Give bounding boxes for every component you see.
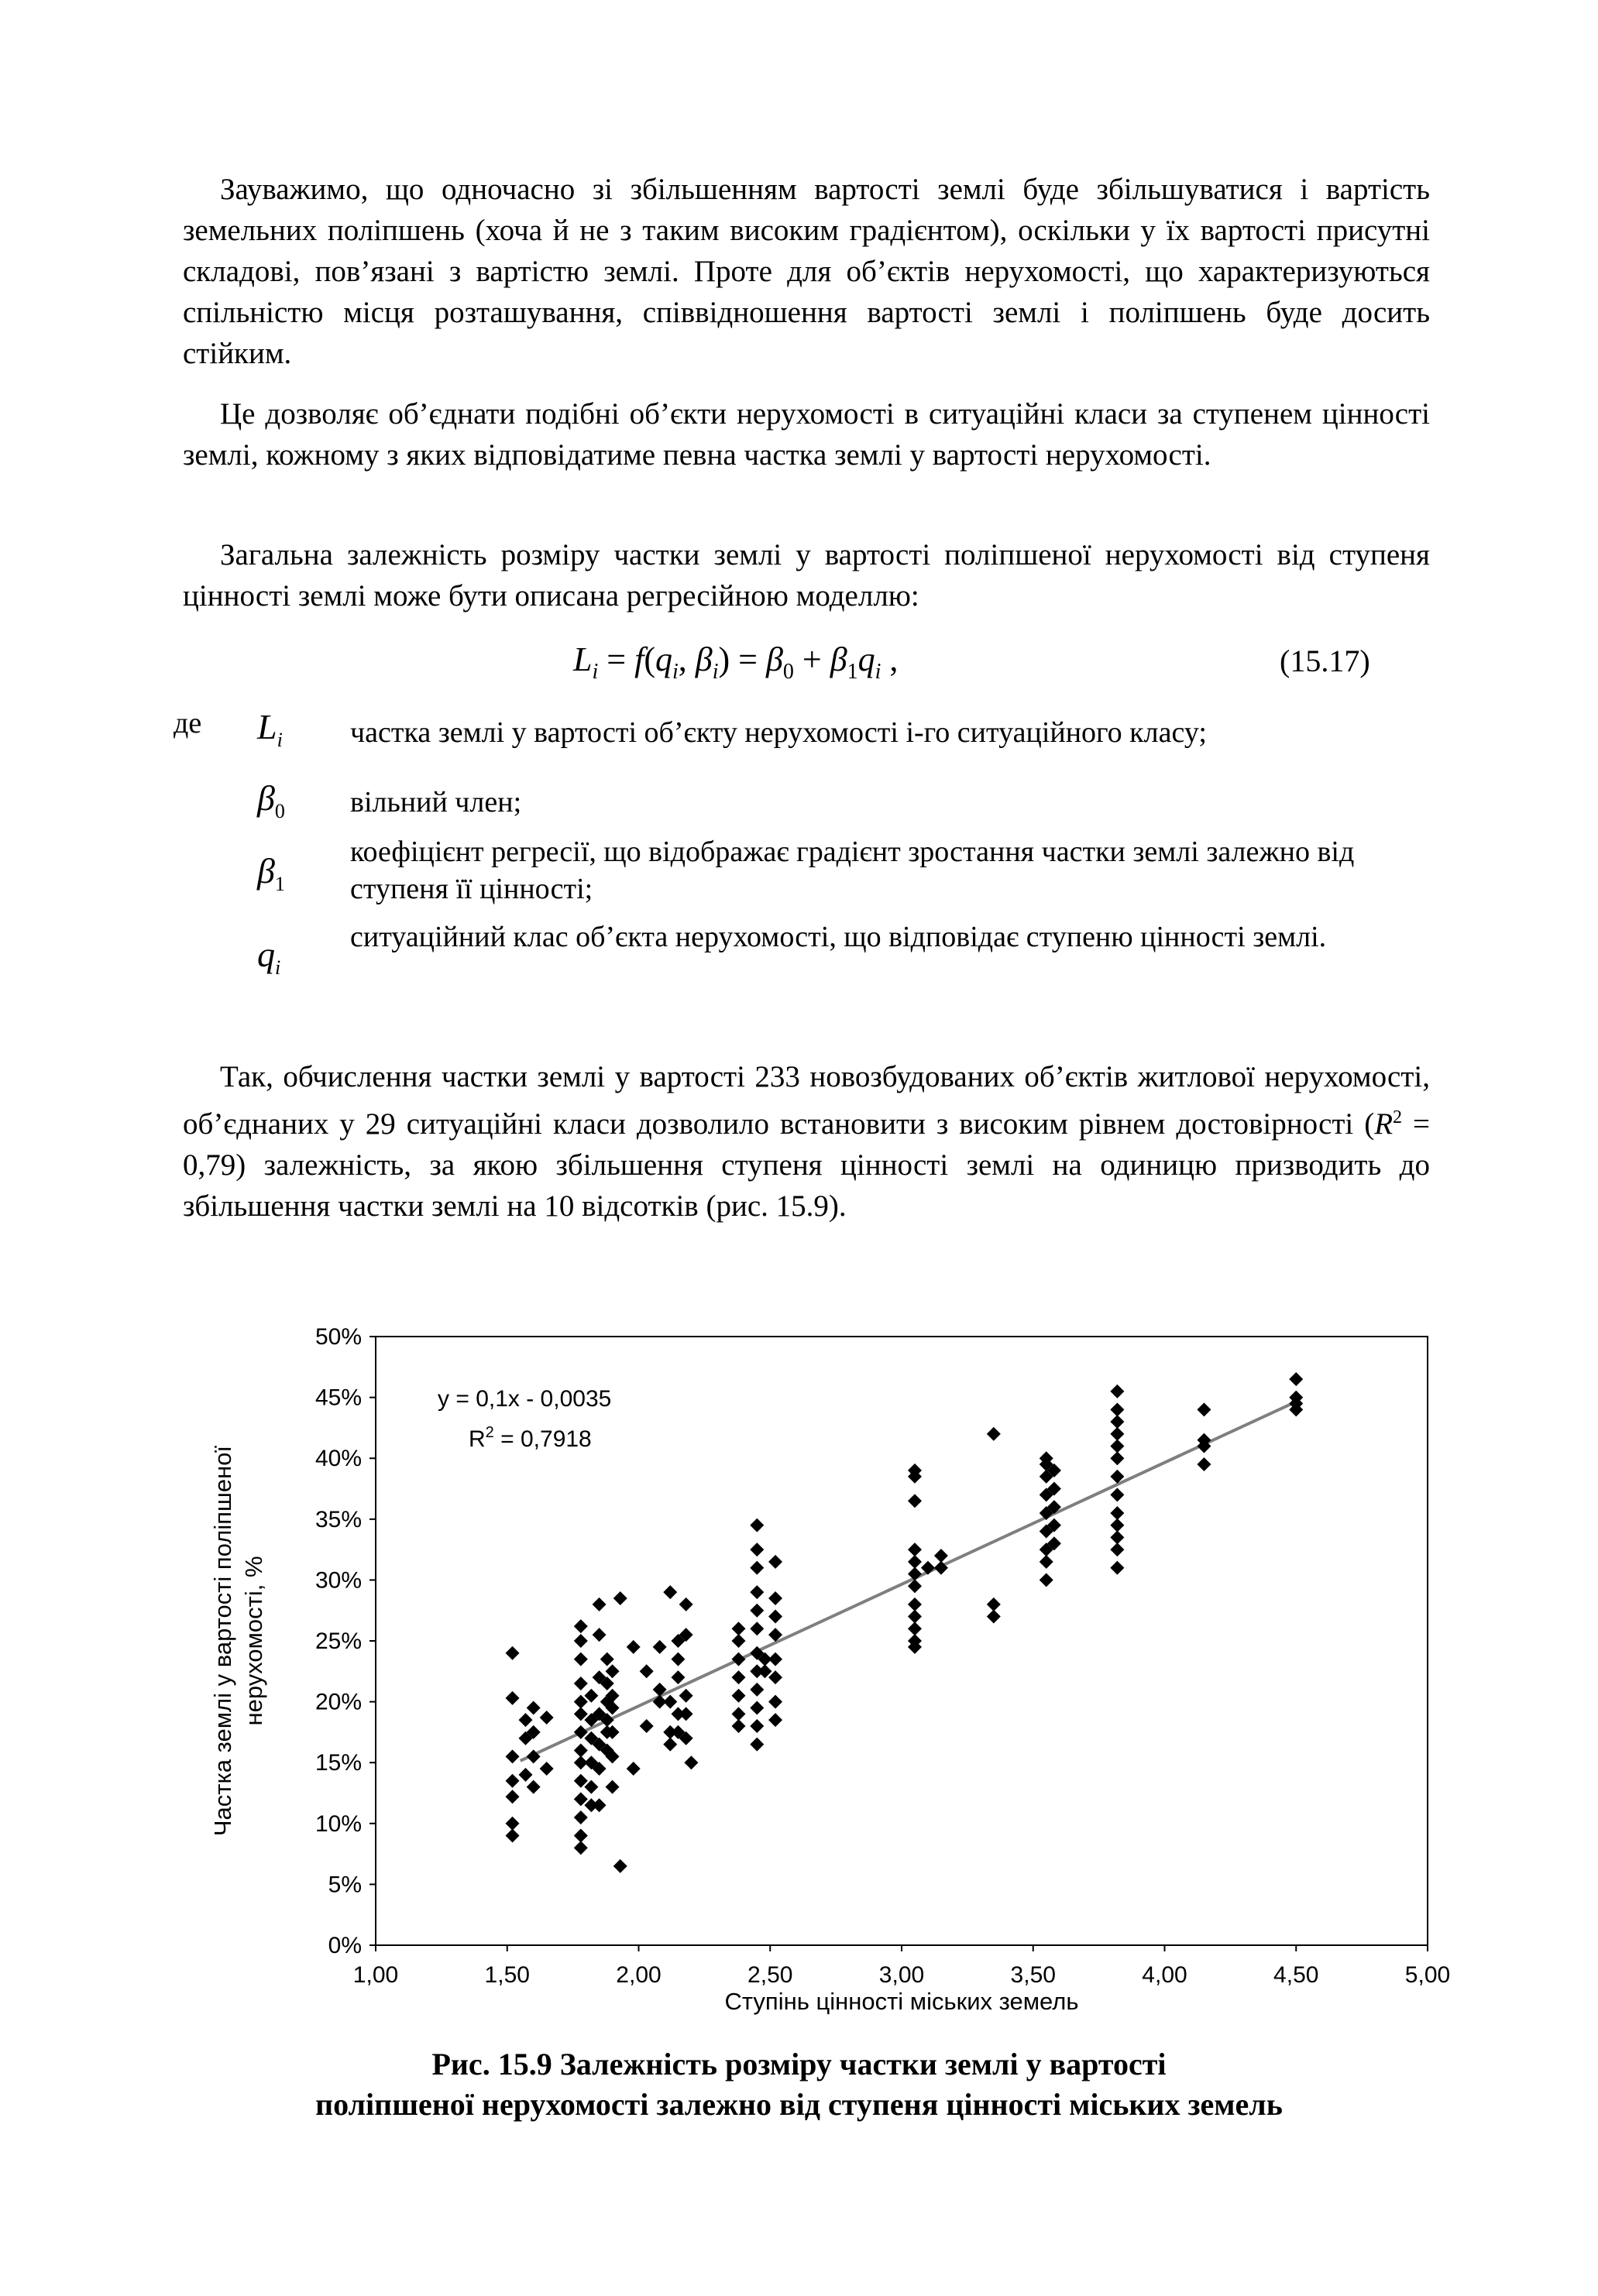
y-tick-label: 10%: [314, 1810, 362, 1837]
scatter-chart: [209, 1309, 1479, 2021]
data-point: [1040, 1555, 1053, 1569]
data-point: [593, 1598, 607, 1611]
data-point: [606, 1780, 620, 1794]
data-point: [574, 1810, 588, 1824]
data-point: [519, 1768, 533, 1782]
definition-Li: частка землі у вартості об’єкту нерухомості i-го ситуаційного класу;: [350, 716, 1207, 749]
data-point: [1110, 1415, 1124, 1429]
y-tick-label: 15%: [314, 1750, 362, 1776]
data-point: [506, 1774, 520, 1788]
data-point: [732, 1634, 746, 1648]
data-point: [908, 1555, 922, 1569]
data-point: [574, 1743, 588, 1757]
data-point: [768, 1695, 782, 1709]
data-point: [574, 1829, 588, 1843]
data-point: [750, 1622, 764, 1635]
figure-caption-line1: Рис. 15.9 Залежність розміру частки землі у вартості: [431, 2047, 1167, 2082]
x-tick-label: 4,50: [1273, 1962, 1319, 1988]
paragraph-1: Зауважимо, що одночасно зі збільшенням вартості землі буде збільшуватися і вартість земельних поліпшень (хоча й не з таким високим градієнтом), оскільки у їх вартості присутні складові, пов’язані з вартістю землі. Проте для об’єктів нерухомості, що характеризуються спільністю місця розташування, співвідношення вартості землі і поліпшень буде досить стійким.: [183, 173, 1430, 370]
definition-beta1: коефіцієнт регресії, що відображає градієнт зростання частки землі залежно від ступеня її цінності;: [350, 836, 1355, 905]
data-point: [908, 1494, 922, 1508]
data-point: [527, 1780, 541, 1794]
paragraph-3: Загальна залежність розміру частки землі у вартості поліпшеної нерухомості від ступеня цінності землі може бути описана регресійною моделлю:: [183, 538, 1430, 613]
data-point: [506, 1646, 520, 1660]
data-point: [574, 1634, 588, 1648]
data-point: [671, 1653, 685, 1666]
y-tick-label: 20%: [314, 1689, 362, 1715]
data-point: [1197, 1402, 1211, 1416]
data-point: [506, 1749, 520, 1763]
y-axis-label-line2: нерухомості, %: [240, 1556, 267, 1726]
data-point: [768, 1653, 782, 1666]
x-tick-label: 5,00: [1404, 1962, 1451, 1988]
figure-caption-line2: поліпшеної нерухомості залежно від ступеня цінності міських земель: [315, 2087, 1283, 2122]
x-tick-label: 4,00: [1142, 1962, 1187, 1988]
data-point: [750, 1561, 764, 1575]
data-point: [627, 1762, 641, 1776]
data-point: [663, 1738, 677, 1752]
data-point: [506, 1691, 520, 1705]
data-point: [750, 1719, 764, 1733]
r-squared-label: [469, 1424, 592, 1452]
data-point: [574, 1677, 588, 1690]
data-point: [1110, 1519, 1124, 1532]
data-point: [540, 1762, 554, 1776]
data-point: [1110, 1530, 1124, 1544]
trendline: [521, 1402, 1297, 1761]
paragraph-2: Це дозволяє об’єднати подібні об’єкти нерухомості в ситуаційні класи за ступенем цінності землі, кожному з яких відповідатиме певна частка землі у вартості нерухомості.: [183, 397, 1430, 472]
data-point: [768, 1591, 782, 1605]
data-point: [1110, 1488, 1124, 1501]
data-point: [750, 1701, 764, 1714]
data-point: [679, 1689, 693, 1703]
data-point: [506, 1829, 520, 1843]
paragraph-4: [183, 1056, 1430, 1227]
data-point: [908, 1543, 922, 1556]
y-tick-label: 45%: [314, 1385, 362, 1411]
data-point: [1110, 1543, 1124, 1556]
paragraph-4-start: Так, обчислення частки землі у вартості 233 новозбудованих об’єктів житлової нерухомості, об’єднаних у 29 ситуаційні класи дозволило встановити з високим рівнем достовірності (: [183, 1060, 1430, 1141]
data-point: [574, 1841, 588, 1855]
symbol-beta0: $\beta_0$: [257, 778, 285, 823]
data-point: [1289, 1372, 1303, 1386]
data-point: [684, 1755, 698, 1769]
data-point: [732, 1719, 746, 1733]
data-point: [527, 1701, 541, 1714]
data-point: [540, 1711, 554, 1725]
y-tick-label: 0%: [328, 1933, 362, 1958]
data-point: [987, 1610, 1001, 1624]
y-tick-label: 5%: [328, 1872, 362, 1898]
data-point: [732, 1622, 746, 1635]
r-squared-exponent: 2: [1393, 1107, 1403, 1127]
data-points: [506, 1372, 1304, 1873]
symbol-beta1: $\beta_1$: [257, 851, 285, 896]
data-point: [600, 1653, 614, 1666]
data-point: [768, 1610, 782, 1624]
data-point: [732, 1670, 746, 1684]
data-point: [1197, 1457, 1211, 1471]
data-point: [593, 1798, 607, 1812]
y-tick-label: 30%: [314, 1567, 362, 1594]
data-point: [908, 1610, 922, 1624]
data-point: [574, 1619, 588, 1633]
data-point: [506, 1817, 520, 1831]
r-squared-symbol: R: [1374, 1107, 1394, 1141]
data-point: [613, 1859, 627, 1873]
data-point: [768, 1713, 782, 1727]
data-point: [679, 1707, 693, 1721]
data-point: [732, 1707, 746, 1721]
data-point: [653, 1640, 667, 1654]
definition-beta0: вільний член;: [350, 786, 522, 819]
symbol-qi: $q_i$: [257, 935, 281, 980]
data-point: [1040, 1573, 1053, 1587]
data-point: [750, 1519, 764, 1532]
data-point: [663, 1695, 677, 1709]
r-squared-value: = 0,7918: [493, 1426, 592, 1452]
data-point: [750, 1604, 764, 1618]
y-axis-ticks: [315, 1324, 376, 1958]
data-point: [987, 1598, 1001, 1611]
data-point: [663, 1585, 677, 1599]
x-tick-label: 1,00: [352, 1962, 399, 1988]
data-point: [1110, 1402, 1124, 1416]
data-point: [640, 1664, 654, 1678]
definition-qi: ситуаційний клас об’єкта нерухомості, що відповідає ступеню цінності землі.: [350, 921, 1327, 953]
paragraph-4-end: = 0,79) залежність, за якою збільшення ступеня цінності землі на одиницю призводить до збільшення частки землі на 10 відсотків (рис. 15.9).: [183, 1107, 1431, 1223]
x-tick-label: 2,50: [747, 1962, 793, 1988]
data-point: [593, 1628, 607, 1642]
data-point: [1110, 1451, 1124, 1465]
where-label: де: [174, 707, 202, 740]
data-point: [750, 1683, 764, 1697]
data-point: [1110, 1427, 1124, 1441]
data-point: [671, 1670, 685, 1684]
data-point: [519, 1713, 533, 1727]
data-point: [1110, 1561, 1124, 1575]
regression-equation: y = 0,1x - 0,0035: [438, 1386, 612, 1412]
data-point: [679, 1598, 693, 1611]
data-point: [987, 1427, 1001, 1441]
data-point: [613, 1591, 627, 1605]
y-tick-label: 25%: [314, 1628, 362, 1654]
y-axis-label: [209, 1446, 267, 1837]
r-squared-letter: R: [469, 1426, 486, 1452]
data-point: [750, 1543, 764, 1556]
data-point: [732, 1653, 746, 1666]
data-point: [606, 1664, 620, 1678]
data-point: [934, 1549, 948, 1563]
r-squared-sup: 2: [485, 1424, 494, 1441]
x-tick-label: 3,50: [1010, 1962, 1056, 1988]
data-point: [506, 1790, 520, 1804]
data-point: [1110, 1439, 1124, 1453]
equation-number: (15.17): [1280, 643, 1370, 678]
x-tick-label: 2,00: [616, 1962, 662, 1988]
data-point: [640, 1719, 654, 1733]
data-point: [750, 1738, 764, 1752]
y-axis-label-line1: Частка землі у вартості поліпшеної: [209, 1445, 236, 1837]
data-point: [574, 1653, 588, 1666]
data-point: [768, 1555, 782, 1569]
data-point: [908, 1622, 922, 1635]
y-tick-label: 50%: [314, 1324, 362, 1350]
data-point: [1110, 1385, 1124, 1399]
y-tick-label: 35%: [314, 1506, 362, 1532]
regression-formula: $L_i = f(q_i$, $\beta_i) = \beta_0 + \beta_1q_i$ ,: [573, 640, 899, 684]
x-axis-label: Ступінь цінності міських земель: [724, 1988, 1079, 2015]
x-tick-label: 3,00: [878, 1962, 925, 1988]
data-point: [627, 1640, 641, 1654]
symbol-Li: $L_i$: [257, 707, 283, 752]
y-tick-label: 40%: [314, 1446, 362, 1472]
data-point: [732, 1689, 746, 1703]
data-point: [750, 1585, 764, 1599]
data-point: [908, 1598, 922, 1611]
x-tick-label: 1,50: [484, 1962, 530, 1988]
data-point: [1110, 1506, 1124, 1520]
x-axis-ticks: [353, 1945, 1450, 1988]
